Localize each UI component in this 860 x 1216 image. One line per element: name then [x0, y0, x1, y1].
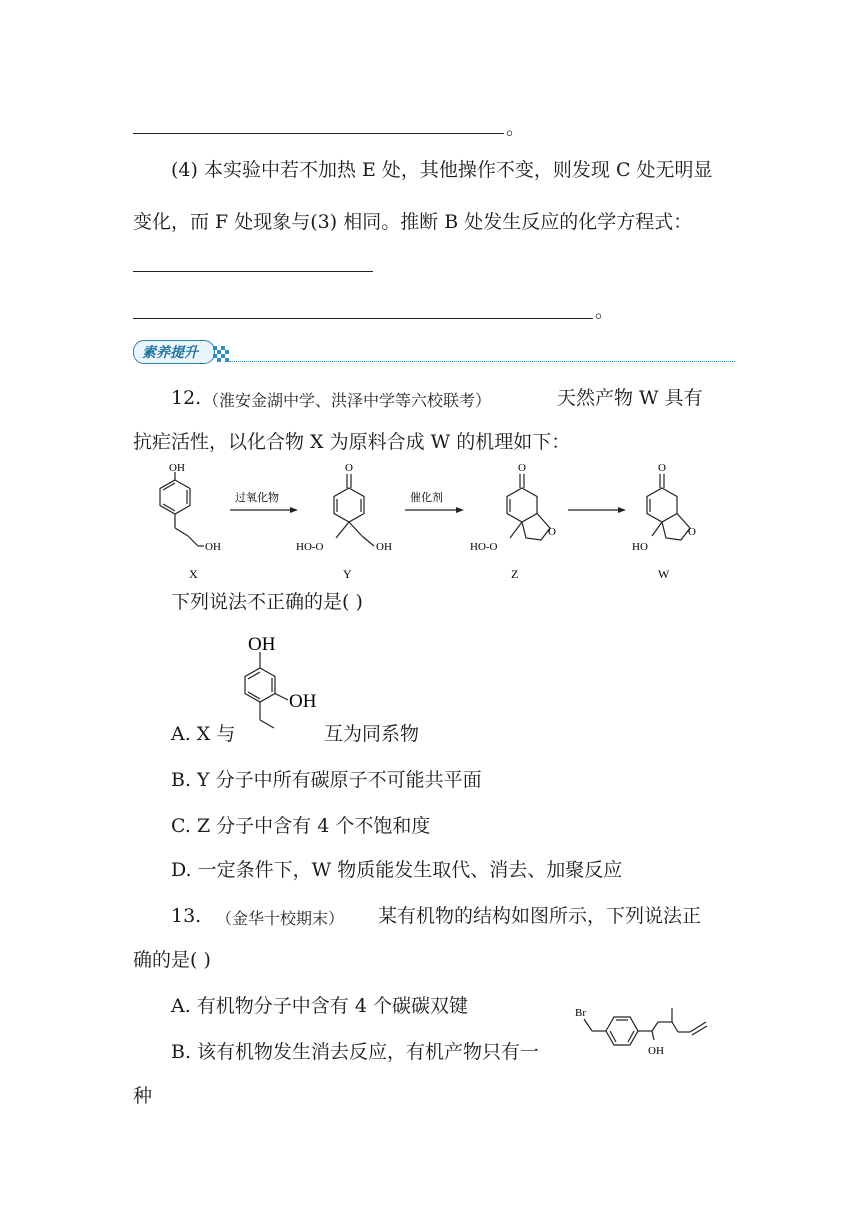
x-oh-side: OH [205, 541, 221, 553]
q11-part4-line1: (4) 本实验中若不加热 E 处，其他操作不变，则发现 C 处无明显 [171, 159, 713, 181]
period: 。 [595, 300, 615, 322]
q13-stem-b: 确的是( ) [133, 949, 211, 971]
section-badge [133, 340, 215, 364]
answer-blank [133, 271, 373, 272]
q13-option-b-cont: 种 [133, 1085, 153, 1107]
q13-stem-a: 某有机物的结构如图所示，下列说法正 [378, 905, 702, 927]
q12-source: （淮安金湖中学、洪泽中学等六校联考） [203, 391, 492, 410]
y-oh: OH [376, 541, 392, 553]
q12-stem-a: 天然产物 W 具有 [557, 387, 703, 409]
reaction-scheme [140, 458, 740, 583]
w-hydroxy: HO [632, 541, 648, 553]
section-pattern [213, 346, 233, 366]
opt-a-oh-top: OH [248, 634, 276, 655]
molecule-z [470, 462, 556, 581]
y-label: Y [343, 567, 352, 581]
x-oh-top: OH [169, 462, 185, 474]
w-ring-o: O [688, 526, 696, 538]
q12-option-b: B. Y 分子中所有碳原子不可能共平面 [171, 769, 482, 791]
q13-oh: OH [648, 1045, 664, 1057]
q13-option-b: B. 该有机物发生消去反应，有机产物只有一 [171, 1041, 540, 1063]
q12-option-a-prefix: A. X 与 [171, 723, 236, 745]
q13-br: Br [575, 1007, 586, 1019]
q13-number: 13. [171, 905, 202, 927]
answer-blank [133, 133, 504, 134]
q12-stem-b: 抗疟活性，以化合物 X 为原料合成 W 的机理如下： [133, 431, 571, 453]
q13-option-a: A. 有机物分子中含有 4 个碳碳双键 [171, 995, 468, 1017]
q12-option-a-suffix: 互为同系物 [324, 723, 420, 745]
q12-option-d: D. 一定条件下，W 物质能发生取代、消去、加聚反应 [171, 859, 623, 881]
q13-molecule [570, 1000, 740, 1070]
q12-question: 下列说法不正确的是( ) [171, 591, 363, 613]
w-ketone-o: O [658, 462, 666, 474]
y-hydroperoxy: HO-O [296, 541, 324, 553]
q11-part4-line2: 变化，而 F 处现象与(3) 相同。推断 B 处发生反应的化学方程式： [133, 211, 693, 233]
section-header [133, 340, 735, 366]
x-label: X [189, 567, 198, 581]
section-dotted-rule [229, 361, 735, 362]
q12-number: 12. [171, 387, 202, 409]
molecule-x [160, 462, 221, 581]
q13-source: （金华十校期末） [216, 909, 345, 928]
arrow1-label: 过氧化物 [235, 492, 279, 504]
section-label: 素养提升 [142, 345, 198, 361]
z-hydroperoxy: HO-O [470, 541, 498, 553]
period: 。 [506, 117, 526, 139]
w-label: W [658, 567, 670, 581]
z-ketone-o: O [518, 462, 526, 474]
molecule-y [296, 462, 392, 581]
z-ring-o: O [548, 526, 556, 538]
molecule-w [632, 462, 696, 581]
arrow2-label: 催化剂 [410, 492, 443, 504]
answer-blank [133, 318, 593, 319]
z-label: Z [511, 567, 519, 581]
q12-option-c: C. Z 分子中含有 4 个不饱和度 [171, 815, 431, 837]
opt-a-oh-side: OH [289, 691, 317, 712]
y-ketone-o: O [345, 462, 353, 474]
